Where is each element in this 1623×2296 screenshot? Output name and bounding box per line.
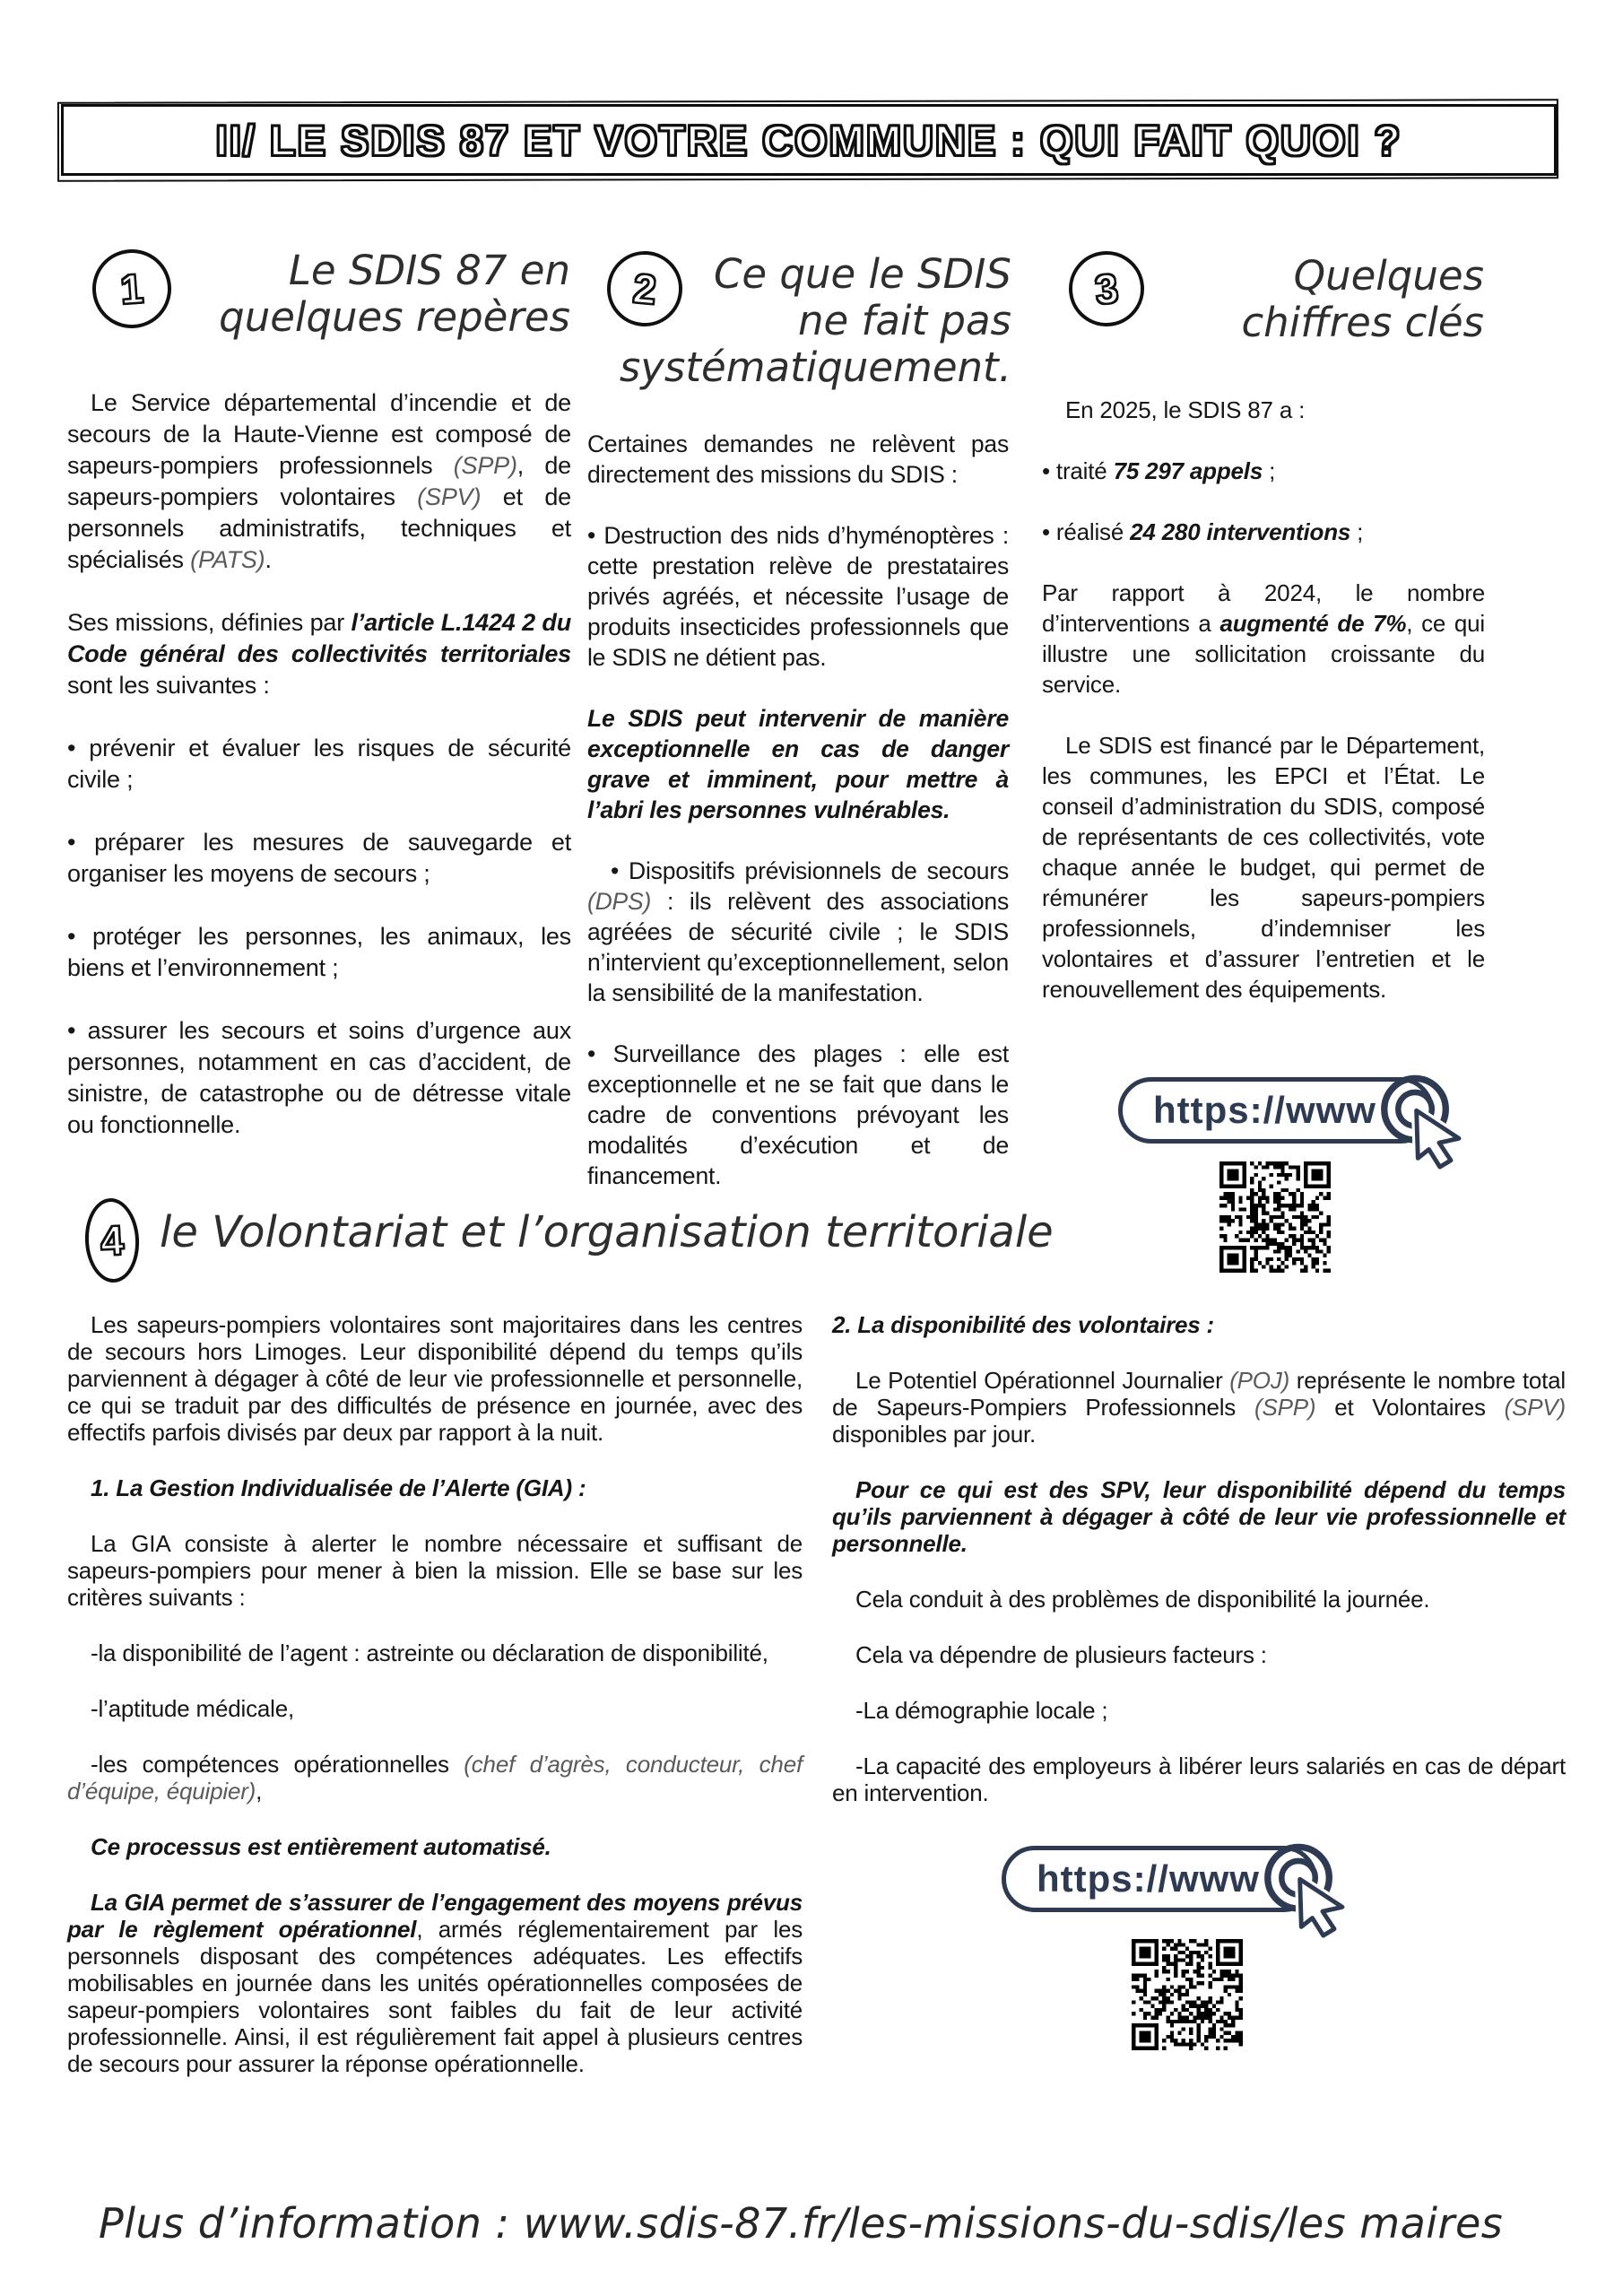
website-link-label: https://www (1037, 1857, 1260, 1900)
paragraph: La GIA consiste à alerter le nombre nécessaire et suffisant de sapeurs-pompiers pour mener à bien la mission. Elle se base sur les critères suivants : (67, 1530, 803, 1611)
paragraph: Certaines demandes ne relèvent pas directement des missions du SDIS : (587, 430, 1009, 488)
section-3-number: 3 (1092, 264, 1121, 314)
paragraph: Par rapport à 2024, le nombre d’interventions a augmenté de 7%, ce qui illustre une sollicitation croissante du service. (1042, 579, 1485, 698)
section-2-title (574, 251, 1011, 392)
page-title: II/ LE SDIS 87 ET VOTRE COMMUNE : QUI FAIT QUOI ? (215, 116, 1402, 164)
paragraph: -La capacité des employeurs à libérer leurs salariés en cas de départ en intervention. (832, 1752, 1566, 1806)
heading-line: Le SDIS 87 en (288, 247, 570, 294)
paragraph: • Surveillance des plages : elle est exceptionnelle et ne se fait que dans le cadre de conventions prévoyant les modalités d’exécution et de financement. (587, 1040, 1009, 1189)
paragraph: En 2025, le SDIS 87 a : (1065, 396, 1306, 423)
heading-line: chiffres clés (1241, 299, 1484, 347)
paragraph: Les sapeurs-pompiers volontaires sont majoritaires dans les centres de secours hors Limoges. Leur disponibilité dépend du temps qu’ils parviennent à dégager à côté de leur vie professionnelle et personnelle, ce qui se traduit par des difficultés de présence en journée, avec des effectifs parfois divisés par deux par rapport à la nuit. (67, 1311, 803, 1446)
section-4-number: 4 (99, 1216, 126, 1265)
heading-line: systématiquement. (619, 344, 1011, 392)
paragraph: Ce processus est entièrement automatisé. (91, 1833, 551, 1860)
paragraph: 2. La disponibilité des volontaires : (832, 1311, 1215, 1338)
section-4-title: le Volontariat et l’organisation territoriale (160, 1207, 1054, 1257)
section-2-number: 2 (630, 264, 659, 314)
section-3-body (1042, 395, 1485, 1035)
section-1-badge (90, 247, 174, 331)
paragraph: • prévenir et évaluer les risques de sécurité civile ; (67, 735, 571, 793)
paragraph: -les compétences opérationnelles (chef d’agrès, conducteur, chef d’équipe, équipier), (67, 1751, 803, 1805)
website-link-label: https://www (1153, 1089, 1376, 1131)
paragraph: • réalisé 24 280 interventions ; (1042, 518, 1364, 545)
paragraph: -l’aptitude médicale, (91, 1695, 295, 1722)
section-1-number: 1 (118, 265, 145, 313)
paragraph: • assurer les secours et soins d’urgence aux personnes, notamment en cas d’accident, de sinistre, de catastrophe ou de détresse vitale ou fonctionnelle. (67, 1017, 571, 1138)
section-1-body (67, 387, 571, 1172)
website-link-button[interactable] (1002, 1846, 1317, 1912)
click-cursor-icon (1376, 1069, 1471, 1178)
paragraph: Pour ce qui est des SPV, leur disponibilité dépend du temps qu’ils parviennent à dégager à côté de leur vie professionnelle et personnelle. (832, 1476, 1566, 1557)
paragraph: Le SDIS peut intervenir de manière exceptionnelle en cas de danger grave et imminent, pour mettre à l’abri les personnes vulnérables. (587, 705, 1009, 823)
section-4-left-column (67, 1311, 803, 2106)
qr-code (1219, 1161, 1331, 1273)
paragraph: -la disponibilité de l’agent : astreinte ou déclaration de disponibilité, (91, 1639, 768, 1666)
section-2-body (587, 429, 1009, 1222)
paragraph: Le Potentiel Opérationnel Journalier (POJ) représente le nombre total de Sapeurs-Pompiers Professionnels (SPP) et Volontaires (SPV) disponibles par jour. (832, 1367, 1566, 1448)
section-1-title (188, 248, 570, 341)
website-link-button[interactable] (1118, 1077, 1434, 1144)
paragraph: La GIA permet de s’assurer de l’engagement des moyens prévus par le règlement opérationnel, armés réglementairement par les personnels disposant des compétences adéquates. Les effectifs mobilisables en journée dans les unités opérationnelles composées de sapeur-pompiers volontaires sont faibles du fait de leur activité professionnelle. Ainsi, il est régulièrement fait appel à plusieurs centres de secours pour assurer la réponse opérationnelle. (67, 1889, 803, 2077)
paragraph: Ses missions, définies par l’article L.1424 2 du Code général des collectivités territoriales sont les suivantes : (67, 609, 571, 699)
paragraph: Le Service départemental d’incendie et de secours de la Haute-Vienne est composé de sapeurs-pompiers professionnels (SPP), de sapeurs-pompiers volontaires (SPV) et de personnels administratifs, techniques et spécialisés (PATS). (67, 389, 571, 573)
paragraph: • préparer les mesures de sauvegarde et organiser les moyens de secours ; (67, 829, 571, 887)
paragraph: • Destruction des nids d’hyménoptères : cette prestation relève de prestataires privés agréés, et nécessite l’usage de produits insecticides professionnels que le SDIS ne détient pas. (587, 522, 1009, 671)
paragraph: Le SDIS est financé par le Département, les communes, les EPCI et l’État. Le conseil d’administration du SDIS, composé de représentants de ces collectivités, vote chaque année le budget, qui permet de rémunérer les sapeurs-pompiers professionnels, d’indemniser les volontaires et d’assurer l’entretien et le renouvellement des équipements. (1042, 732, 1485, 1003)
section-4-badge (83, 1196, 142, 1283)
section-3-title (1112, 253, 1484, 346)
footer-info-url: Plus d’information : www.sdis-87.fr/les-missions-du-sdis/les maires (99, 2199, 1504, 2248)
paragraph: -La démographie locale ; (855, 1697, 1108, 1724)
paragraph: Cela conduit à des problèmes de disponibilité la journée. (855, 1586, 1430, 1613)
heading-line: Ce que le SDIS (713, 250, 1011, 298)
heading-line: Quelques (1293, 252, 1484, 300)
banner (61, 104, 1557, 176)
paragraph: • Dispositifs prévisionnels de secours (DPS) : ils relèvent des associations agréées de sécurité civile ; le SDIS n’intervient qu’exceptionnellement, selon la sensibilité de la manifestation. (587, 857, 1009, 1006)
paragraph: 1. La Gestion Individualisée de l’Alerte (GIA) : (91, 1474, 586, 1501)
paragraph: • traité 75 297 appels ; (1042, 457, 1276, 484)
section-4-right-column (832, 1311, 1566, 1835)
heading-line: quelques repères (219, 293, 570, 342)
paragraph: • protéger les personnes, les animaux, les biens et l’environnement ; (67, 923, 571, 981)
click-cursor-icon (1259, 1838, 1354, 1947)
heading-line: ne fait pas (798, 297, 1011, 345)
paragraph: Cela va dépendre de plusieurs facteurs : (855, 1641, 1267, 1668)
qr-code (1132, 1939, 1243, 2050)
